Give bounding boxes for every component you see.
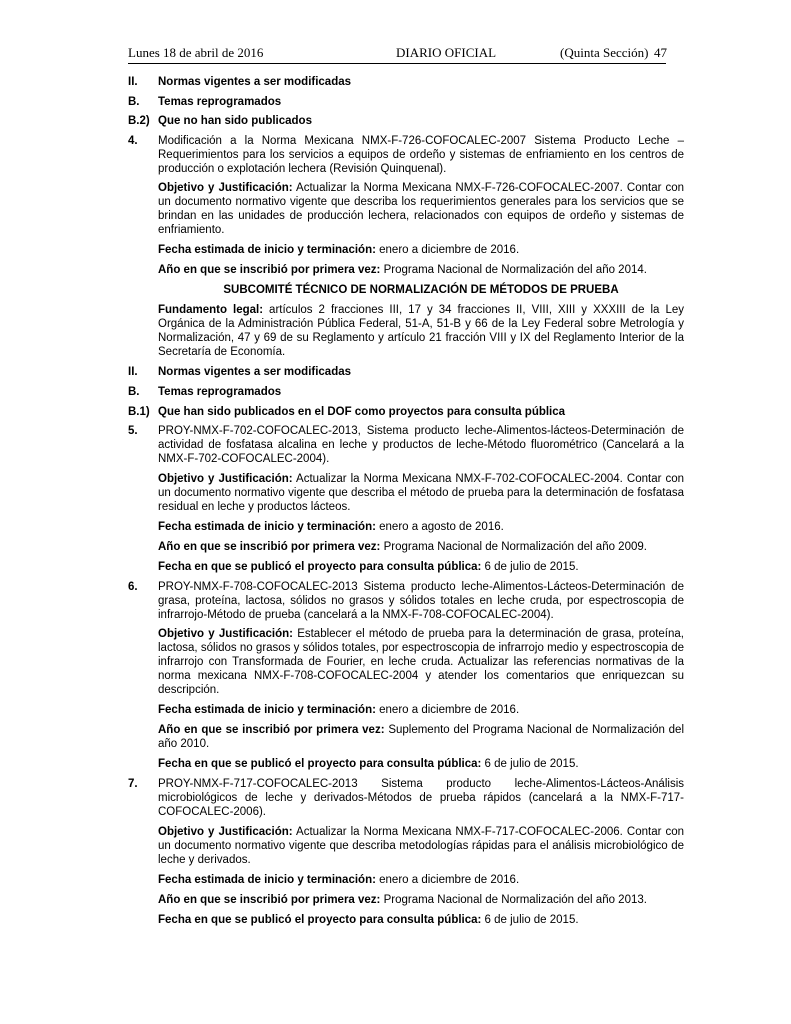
item-4-anio [158, 263, 684, 277]
label: Objetivo y Justificación: [158, 628, 293, 641]
item-text: PROY-NMX-F-717-COFOCALEC-2013 Sistema producto leche-Alimentos-Lácteos-Análisis microbiológicos de leche y derivados-Métodos de prueba rápidos (cancelará a la NMX-F-717-COFOCALEC-2006). [158, 778, 684, 819]
value: enero a diciembre de 2016. [375, 244, 520, 257]
item-number: 7. [128, 778, 138, 791]
heading-text: Temas reprogramados [158, 385, 282, 398]
value: enero a diciembre de 2016. [375, 704, 520, 717]
label: Año en que se inscribió por primera vez: [158, 724, 385, 737]
label: Fundamento legal: [158, 304, 264, 317]
heading-number: B. [128, 385, 140, 398]
label: Fecha en que se publicó el proyecto para consulta pública: [158, 913, 482, 926]
value: Programa Nacional de Normalización del año 2009. [380, 540, 647, 553]
label: Año en que se inscribió por primera vez: [158, 893, 381, 906]
item-4-fecha [158, 243, 684, 257]
label: Fecha estimada de inicio y terminación: [158, 704, 376, 717]
value: 6 de julio de 2015. [481, 913, 579, 926]
heading-text: Que no han sido publicados [158, 115, 312, 128]
item-text: PROY-NMX-F-708-COFOCALEC-2013 Sistema producto leche-Alimentos-Lácteos-Determinación de grasa, proteína, lactosa, sólidos no grasos y sólidos totales en leche cruda, por espectroscopia de infrarrojo-Método de prueba (cancelará a la NMX-F-708-COFOCALEC-2004). [158, 580, 684, 621]
value: artículos 2 fracciones III, 17 y 34 fracciones II, VIII, XIII y XXXIII de la Ley Orgánica de la Administración Pública Federal, 51-A, 51-B y 66 de la Ley Federal sobre Metrología y Normalización, 47 y 69 de su Reglamento y artículo 21 fracción VIII y IX del Reglamento Interior de la Secretaría de Economía. [158, 304, 684, 359]
heading-number: B.1) [128, 405, 150, 418]
item-6-fecha [158, 703, 684, 717]
item-5-anio [158, 540, 684, 554]
heading-text: Normas vigentes a ser modificadas [158, 76, 352, 88]
item-7-anio [158, 893, 684, 907]
value: Establecer el método de prueba para la determinación de grasa, proteína, lactosa, sólidos no grasos y sólidos totales, por espectroscopia de infrarrojo medio y espectroscopia de infrarrojo con Transformada de Fourier, en leche cruda. Actualizar las referencias normativas de la norma mexicana NMX-F-708-COFOCALEC-2004 y atender los comentarios que enriquezcan su descripción. [158, 628, 684, 697]
value: Actualizar la Norma Mexicana NMX-F-702-COFOCALEC-2004. Contar con un documento normativo vigente que describa el método de prueba para la determinación de fosfatasa residual en leche y productos lácteos. [158, 472, 685, 513]
item-5 [128, 424, 684, 466]
item-number: 5. [128, 425, 138, 438]
value: Programa Nacional de Normalización del año 2014. [380, 264, 647, 277]
value: enero a diciembre de 2016. [375, 873, 520, 886]
value: 6 de julio de 2015. [481, 560, 579, 573]
label: Objetivo y Justificación: [158, 182, 293, 195]
heading-publicados [128, 405, 684, 419]
header-date: Lunes 18 de abril de 2016 [128, 45, 264, 60]
label: Objetivo y Justificación: [158, 825, 293, 838]
heading-number: B. [128, 95, 140, 108]
item-5-fecha [158, 520, 684, 534]
item-number: 4. [128, 134, 138, 147]
fundamento-legal [158, 303, 684, 359]
header-section: (Quinta Sección) [560, 45, 649, 60]
heading-normas [128, 75, 684, 89]
value: 6 de julio de 2015. [481, 758, 579, 771]
document-body [128, 75, 684, 933]
heading-number: B.2) [128, 115, 150, 128]
heading-text: Que han sido publicados en el DOF como proyectos para consulta pública [158, 405, 566, 418]
item-7-publicacion [158, 913, 684, 927]
item-5-objetivo [158, 472, 684, 514]
label: Objetivo y Justificación: [158, 472, 293, 485]
item-6-anio [158, 723, 684, 751]
heading-temas-2 [128, 385, 684, 399]
item-text: Modificación a la Norma Mexicana NMX-F-726-COFOCALEC-2007 Sistema Producto Leche – Requerimientos para los servicios a equipos de ordeño y sistemas de enfriamiento en los centros de producción o explotación lechera (Revisión Quinquenal). [158, 134, 684, 175]
item-7-objetivo [158, 825, 684, 867]
item-6-publicacion [158, 757, 684, 771]
label: Fecha estimada de inicio y terminación: [158, 244, 376, 257]
value: Actualizar la Norma Mexicana NMX-F-717-COFOCALEC-2006. Contar con un documento normativo vigente que describa metodologías rápidas para el análisis microbiológico de leche y derivados. [158, 825, 685, 866]
header-title: DIARIO OFICIAL [396, 45, 497, 60]
heading-number: II. [128, 76, 138, 88]
item-5-publicacion [158, 560, 684, 574]
label: Fecha estimada de inicio y terminación: [158, 520, 376, 533]
label: Año en que se inscribió por primera vez: [158, 540, 381, 553]
heading-text: Normas vigentes a ser modificadas [158, 366, 352, 379]
item-7-fecha [158, 873, 684, 887]
value: enero a agosto de 2016. [375, 520, 504, 533]
item-number: 6. [128, 580, 138, 593]
item-6 [128, 580, 684, 622]
heading-no-publicados [128, 114, 684, 128]
item-text: PROY-NMX-F-702-COFOCALEC-2013, Sistema producto leche-Alimentos-lácteos-Determinación de actividad de fosfatasa alcalina en leche y productos de leche-Método fluorométrico (Cancelará a la NMX-F-702-COFOCALEC-2004). [158, 425, 684, 466]
subcomite-heading: SUBCOMITÉ TÉCNICO DE NORMALIZACIÓN DE MÉTODOS DE PRUEBA [223, 284, 619, 297]
label: Fecha en que se publicó el proyecto para consulta pública: [158, 758, 482, 771]
label: Fecha en que se publicó el proyecto para consulta pública: [158, 560, 482, 573]
value: Actualizar la Norma Mexicana NMX-F-726-COFOCALEC-2007. Contar con un documento normativo vigente que describa los requerimientos generales para los servicios que se brindan en las unidades de producción lechera, relacionados con equipos de ordeño y sistemas de enfriamiento. [158, 182, 685, 237]
label: Año en que se inscribió por primera vez: [158, 264, 381, 277]
item-4-objetivo [158, 181, 684, 237]
heading-number: II. [128, 366, 138, 379]
item-7 [128, 777, 684, 819]
item-4 [128, 134, 684, 176]
page-header [128, 45, 666, 64]
heading-text: Temas reprogramados [158, 95, 282, 108]
heading-normas-2 [128, 365, 684, 379]
value: Programa Nacional de Normalización del año 2013. [380, 893, 647, 906]
heading-temas [128, 95, 684, 109]
label: Fecha estimada de inicio y terminación: [158, 873, 376, 886]
value: Suplemento del Programa Nacional de Normalización del año 2010. [158, 724, 684, 751]
header-page-number: 47 [654, 45, 667, 60]
item-6-objetivo [158, 627, 684, 697]
